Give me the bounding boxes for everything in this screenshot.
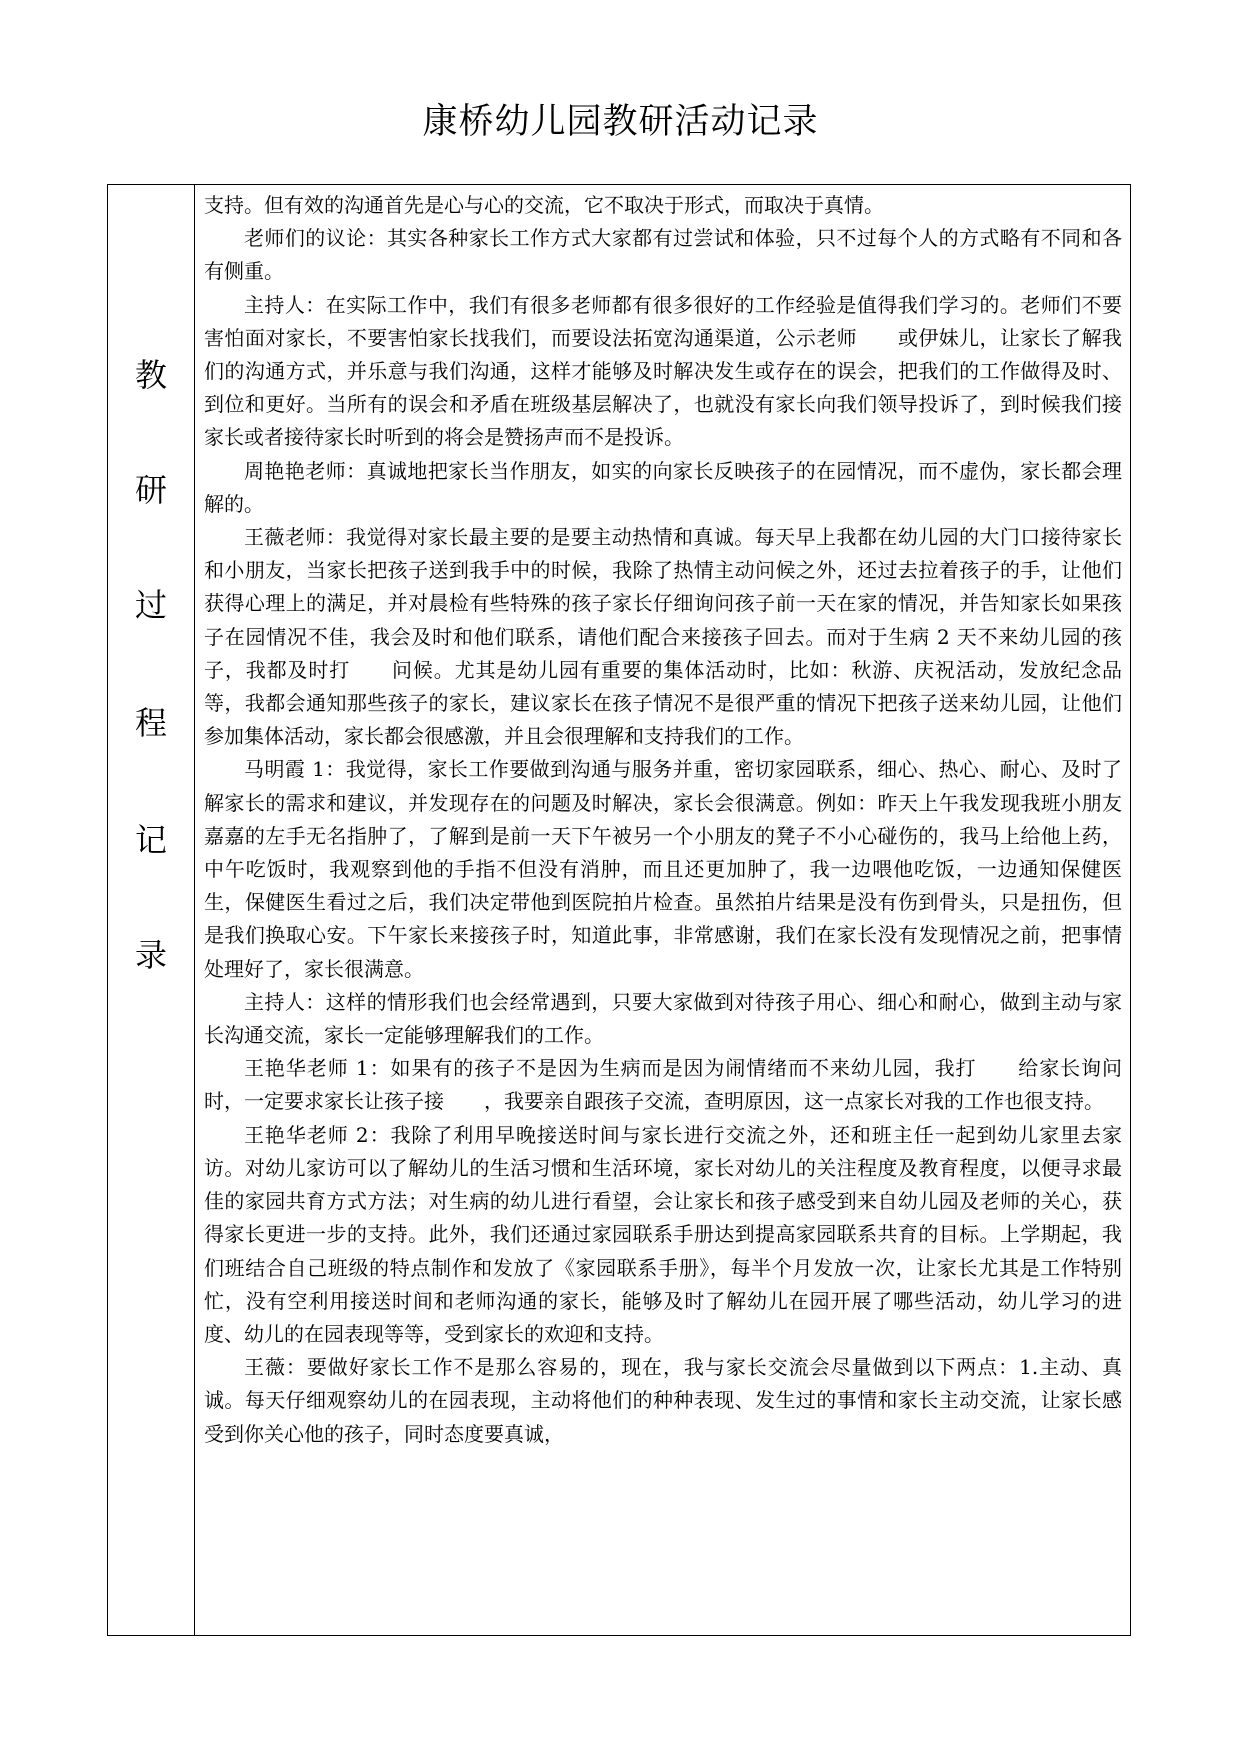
record-label-column bbox=[108, 185, 195, 1635]
label-char: 教 bbox=[134, 356, 167, 394]
label-char: 记 bbox=[134, 821, 167, 859]
record-paragraph: 王薇老师：我觉得对家长最主要的是要主动热情和真诚。每天早上我都在幼儿园的大门口接待家长和小朋友，当家长把孩子送到我手中的时候，我除了热情主动问候之外，还过去拉着孩子的手，让他们获得心理上的满足，并对晨检有些特殊的孩子家长仔细询问孩子前一天在家的情况，并告知家长如果孩子在园情况不佳，我会及时和他们联系，请他们配合来接孩子回去。而对于生病 2 天不来幼儿园的孩子，我都及时打 问候。尤其是幼儿园有重要的集体活动时，比如：秋游、庆祝活动，发放纪念品等，我都会通知那些孩子的家长，建议家长在孩子情况不是很严重的情况下把孩子送来幼儿园，让他们参加集体活动，家长都会很感激，并且会很理解和支持我们的工作。 bbox=[204, 525, 1122, 749]
record-paragraph: 主持人：这样的情形我们也会经常遇到，只要大家做到对待孩子用心、细心和耐心，做到主动与家长沟通交流，家长一定能够理解我们的工作。 bbox=[204, 989, 1122, 1048]
record-paragraph: 周艳艳老师：真诚地把家长当作朋友，如实的向家长反映孩子的在园情况，而不虚伪，家长都会理解的。 bbox=[204, 458, 1122, 516]
record-paragraph: 王薇：要做好家长工作不是那么容易的，现在，我与家长交流会尽量做到以下两点：1.主动、真诚。每天仔细观察幼儿的在园表现，主动将他们的种种表现、发生过的事情和家长主动交流，让家长感受到你关心他的孩子，同时态度要真诚， bbox=[204, 1355, 1122, 1446]
label-char: 研 bbox=[134, 471, 167, 509]
label-char: 程 bbox=[134, 704, 167, 742]
record-paragraph: 马明霞 1：我觉得，家长工作要做到沟通与服务并重，密切家园联系，细心、热心、耐心、及时了解家长的需求和建议，并发现存在的问题及时解决，家长会很满意。例如：昨天上午我发现我班小朋友嘉嘉的左手无名指肿了，了解到是前一天下午被另一个小朋友的凳子不小心碰伤的，我马上给他上药，中午吃饭时，我观察到他的手指不但没有消肿，而且还更加肿了，我一边喂他吃饭，一边通知保健医生，保健医生看过之后，我们决定带他到医院拍片检查。虽然拍片结果是没有伤到骨头，只是扭伤，但是我们换取心安。下午家长来接孩子时，知道此事，非常感谢，我们在家长没有发现情况之前，把事情处理好了，家长很满意。 bbox=[204, 757, 1122, 981]
record-paragraph: 支持。但有效的沟通首先是心与心的交流，它不取决于形式，而取决于真情。 bbox=[204, 193, 884, 217]
record-content bbox=[195, 185, 1130, 1635]
record-paragraph: 老师们的议论：其实各种家长工作方式大家都有过尝试和体验，只不过每个人的方式略有不同和各有侧重。 bbox=[204, 226, 1122, 284]
record-paragraph: 王艳华老师 1：如果有的孩子不是因为生病而是因为闹情绪而不来幼儿园，我打 给家长询问时，一定要求家长让孩子接 ，我要亲自跟孩子交流，查明原因，这一点家长对我的工作也很支持。 bbox=[204, 1056, 1122, 1114]
record-paragraph: 主持人：在实际工作中，我们有很多老师都有很多很好的工作经验是值得我们学习的。老师们不要害怕面对家长，不要害怕家长找我们，而要设法拓宽沟通渠道，公示老师 或伊妹儿，让家长了解我们的沟通方式，并乐意与我们沟通，这样才能够及时解决发生或存在的误会，把我们的工作做得及时、到位和更好。当所有的误会和矛盾在班级基层解决了，也就没有家长向我们领导投诉了，到时候我们接家长或者接待家长时听到的将会是赞扬声而不是投诉。 bbox=[204, 292, 1122, 450]
label-char: 过 bbox=[134, 586, 167, 624]
record-table bbox=[107, 184, 1131, 1636]
record-paragraph: 王艳华老师 2：我除了利用早晚接送时间与家长进行交流之外，还和班主任一起到幼儿家里去家访。对幼儿家访可以了解幼儿的生活习惯和生活环境，家长对幼儿的关注程度及教育程度，以便寻求最佳的家园共育方式方法；对生病的幼儿进行看望，会让家长和孩子感受到来自幼儿园及老师的关心，获得家长更进一步的支持。此外，我们还通过家园联系手册达到提高家园联系共育的目标。上学期起，我们班结合自己班级的特点制作和发放了《家园联系手册》，每半个月发放一次，让家长尤其是工作特别忙，没有空利用接送时间和老师沟通的家长，能够及时了解幼儿在园开展了哪些活动，幼儿学习的进度、幼儿的在园表现等等，受到家长的欢迎和支持。 bbox=[204, 1122, 1122, 1346]
page-title: 康桥幼儿园教研活动记录 bbox=[422, 102, 819, 142]
label-char: 录 bbox=[134, 936, 167, 974]
